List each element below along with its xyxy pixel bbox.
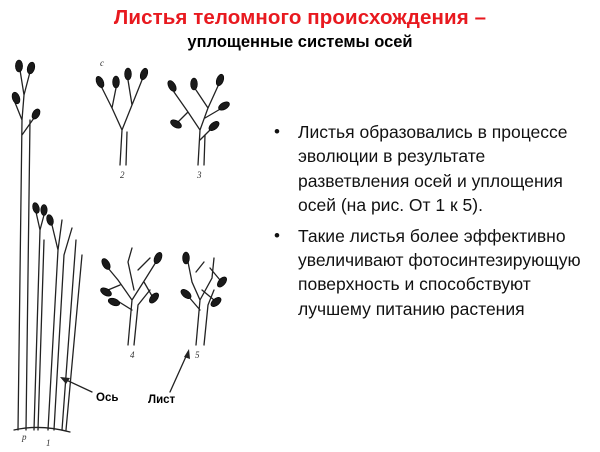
leaf-caption: Лист [148, 394, 176, 406]
bullet-list [270, 120, 595, 327]
letter-p: p [22, 432, 27, 442]
sporangium [15, 60, 22, 72]
figure-number-5: 5 [195, 350, 200, 360]
figure-number-3: 3 [197, 170, 202, 180]
bullet-dot-icon: • [274, 225, 280, 245]
sporangium [107, 297, 121, 307]
slide-subtitle: уплощенные системы осей [187, 33, 413, 51]
sporangium [41, 205, 47, 216]
bullet-dot-icon: • [274, 122, 280, 141]
sporangium [30, 108, 41, 121]
figure-number-1: 1 [46, 438, 51, 448]
sporangium [11, 91, 22, 105]
sporangium [166, 79, 178, 93]
sporangium [148, 291, 161, 305]
slide-title: Листья теломного происхождения – [113, 6, 487, 29]
sporangium [31, 202, 40, 214]
sporangium [99, 286, 113, 298]
sporangium [139, 67, 149, 81]
bullet-text: Листья образовались в процессе эволюции в результате разветвления осей и уплощения осей (на рис. От 1 к 5). [298, 122, 568, 216]
sporangium [152, 251, 163, 265]
axis-caption: Ось [96, 392, 119, 404]
bullet-item [270, 120, 595, 218]
plant-figure-2 [102, 80, 142, 165]
sporangium [191, 78, 198, 90]
sporangium [215, 73, 225, 87]
sporangium [94, 75, 105, 89]
bullet-item [270, 224, 595, 322]
figure-number-2: 2 [120, 170, 125, 180]
letter-c: c [100, 58, 104, 68]
bullet-text: Такие листья более эффективно увеличивают фотосинтезирующую поверхность и способствуют лучшему питанию растения [298, 225, 581, 319]
sporangium [26, 61, 36, 74]
leaf-arrow [170, 352, 188, 392]
plant-figure-1 [14, 70, 82, 432]
sporangium [45, 214, 54, 226]
plant-figure-4 [108, 248, 156, 345]
sporangium [125, 68, 132, 80]
figure-number-4: 4 [130, 350, 135, 360]
sporangium [183, 252, 190, 264]
sporangium [113, 76, 120, 88]
sporangium [100, 257, 112, 271]
